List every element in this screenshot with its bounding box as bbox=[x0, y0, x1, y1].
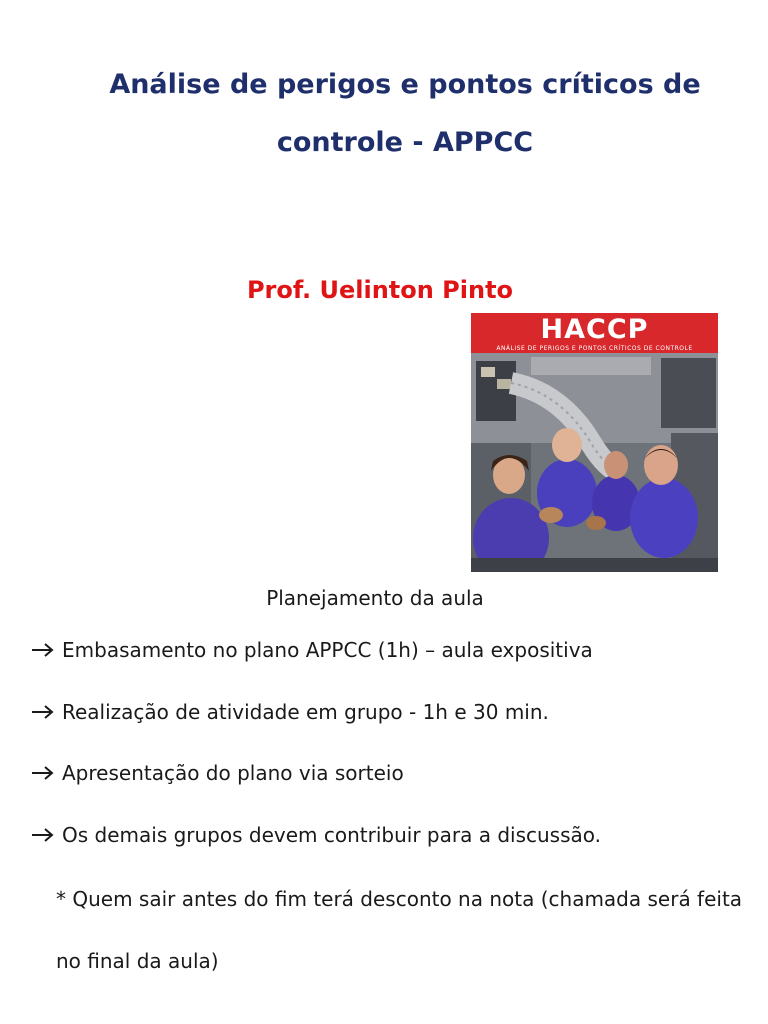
list-item bbox=[30, 638, 593, 662]
section-title: Planejamento da aula bbox=[266, 586, 484, 610]
arrow-right-icon bbox=[30, 704, 56, 720]
list-item-text: Embasamento no plano APPCC (1h) – aula expositiva bbox=[62, 638, 593, 662]
page-title: Análise de perigos e pontos críticos de controle - APPCC bbox=[109, 69, 701, 158]
cover-title: HACCP bbox=[540, 314, 649, 345]
list-item bbox=[30, 761, 404, 785]
book-cover-image bbox=[471, 313, 718, 572]
list-item bbox=[30, 700, 549, 724]
cover-subtitle: ANÁLISE DE PERIGOS E PONTOS CRÍTICOS DE CONTROLE bbox=[496, 345, 693, 352]
attendance-note: * Quem sair antes do fim terá desconto na nota (chamada será feita no final da aula) bbox=[56, 887, 743, 973]
list-item-text: Realização de atividade em grupo - 1h e 30 min. bbox=[62, 700, 549, 724]
arrow-right-icon bbox=[30, 642, 56, 658]
arrow-right-icon bbox=[30, 827, 56, 843]
author-name: Prof. Uelinton Pinto bbox=[246, 276, 514, 304]
list-item bbox=[30, 823, 601, 847]
astronauts-photo bbox=[471, 353, 718, 572]
list-item-text: Os demais grupos devem contribuir para a discussão. bbox=[62, 823, 601, 847]
arrow-right-icon bbox=[30, 765, 56, 781]
list-item-text: Apresentação do plano via sorteio bbox=[62, 761, 404, 785]
